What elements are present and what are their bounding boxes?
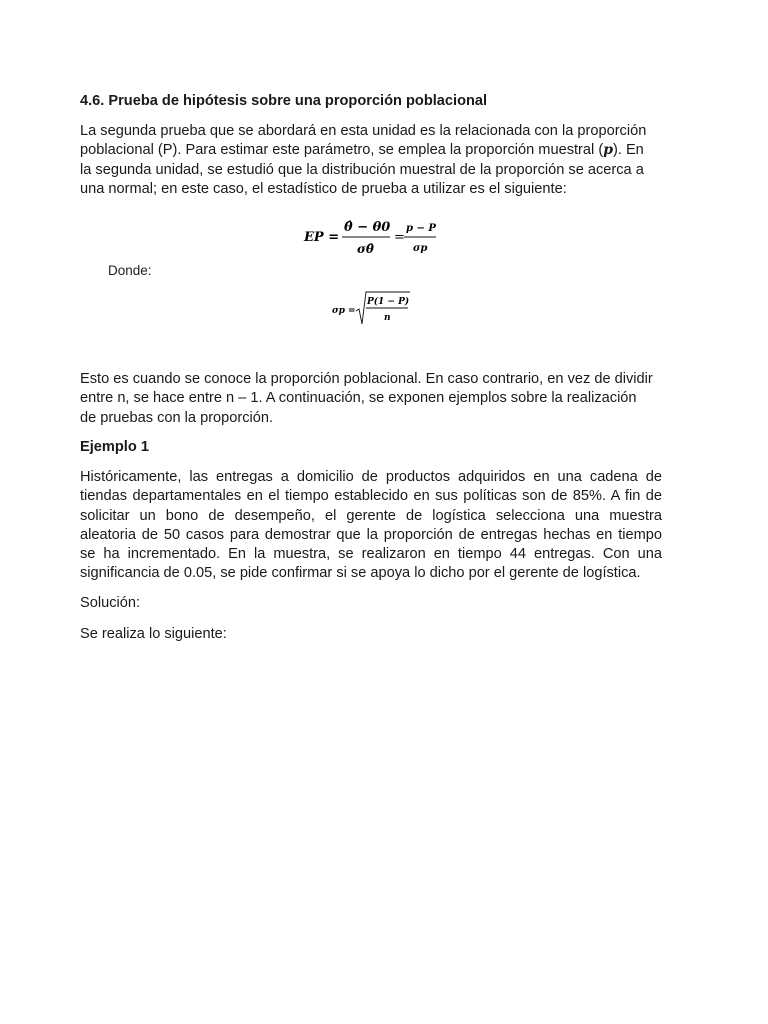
formula-ep-graphic: [302, 216, 442, 258]
example-line-5: se ha incrementado. En la muestra, se realizaron en tiempo 44 entregas. Con una: [80, 546, 662, 563]
formula-ep: [302, 216, 442, 263]
example-paragraph: [80, 468, 662, 584]
formula-ep-den2: σp: [413, 243, 428, 254]
formula-sigma-den: n: [384, 313, 391, 323]
realiza-label: Se realiza lo siguiente:: [80, 626, 227, 642]
formula-sigma-lhs: σp =: [332, 306, 356, 316]
intro-line-2: [80, 141, 662, 160]
example-heading: Ejemplo 1: [80, 439, 149, 455]
note-line-3: de pruebas con la proporción.: [80, 409, 274, 426]
example-line-4: aleatoria de 50 casos para demostrar que la proporción de entregas hechas en tiempo: [80, 526, 662, 543]
intro-line-2-text: poblacional (P). Para estimar este parámetro, se emplea la proporción muestral (: [80, 142, 604, 159]
formula-sigma-graphic: [330, 290, 414, 328]
intro-line-2-tail: ). En: [612, 142, 644, 159]
intro-line-1: La segunda prueba que se abordará en esta unidad es la relacionada con la proporción: [80, 123, 647, 139]
formula-ep-equals: =: [394, 230, 405, 245]
formula-ep-den1: σθ̂: [357, 242, 374, 256]
section-heading: 4.6. Prueba de hipótesis sobre una proporción poblacional: [80, 93, 488, 109]
donde-label: Donde:: [108, 263, 152, 278]
note-line-2: entre n, se hace entre n – 1. A continuación, se exponen ejemplos sobre la realización: [80, 390, 637, 407]
solucion-label: Solución:: [80, 595, 141, 611]
example-line-2: tiendas departamentales en el tiempo establecido en sus políticas son de 85%. A fin de: [80, 488, 662, 505]
formula-ep-num2: p − P: [406, 223, 436, 234]
note-paragraph: [80, 370, 662, 428]
formula-sigma-num: P(1 − P): [367, 297, 410, 307]
formula-ep-lhs: EP =: [304, 230, 340, 245]
note-line-1: Esto es cuando se conoce la proporción poblacional. En caso contrario, en vez de dividir: [80, 371, 653, 387]
formula-ep-num1: θ̂ − θ0: [344, 220, 391, 235]
example-line-1: Históricamente, las entregas a domicilio de productos adquiridos en una cadena de: [80, 469, 662, 485]
formula-sigma: [330, 290, 414, 333]
intro-paragraph: [80, 122, 662, 199]
example-line-6: significancia de 0.05, se pide confirmar si se apoya lo dicho por el gerente de logística.: [80, 565, 641, 582]
intro-line-4: una normal; en este caso, el estadístico de prueba a utilizar es el siguiente:: [80, 180, 567, 197]
intro-line-3: la segunda unidad, se estudió que la distribución muestral de la proporción se acerca a: [80, 161, 644, 178]
example-line-3: solicitar un bono de desempeño, el gerente de logística selecciona una muestra: [80, 507, 662, 524]
p-symbol: p: [603, 142, 613, 159]
